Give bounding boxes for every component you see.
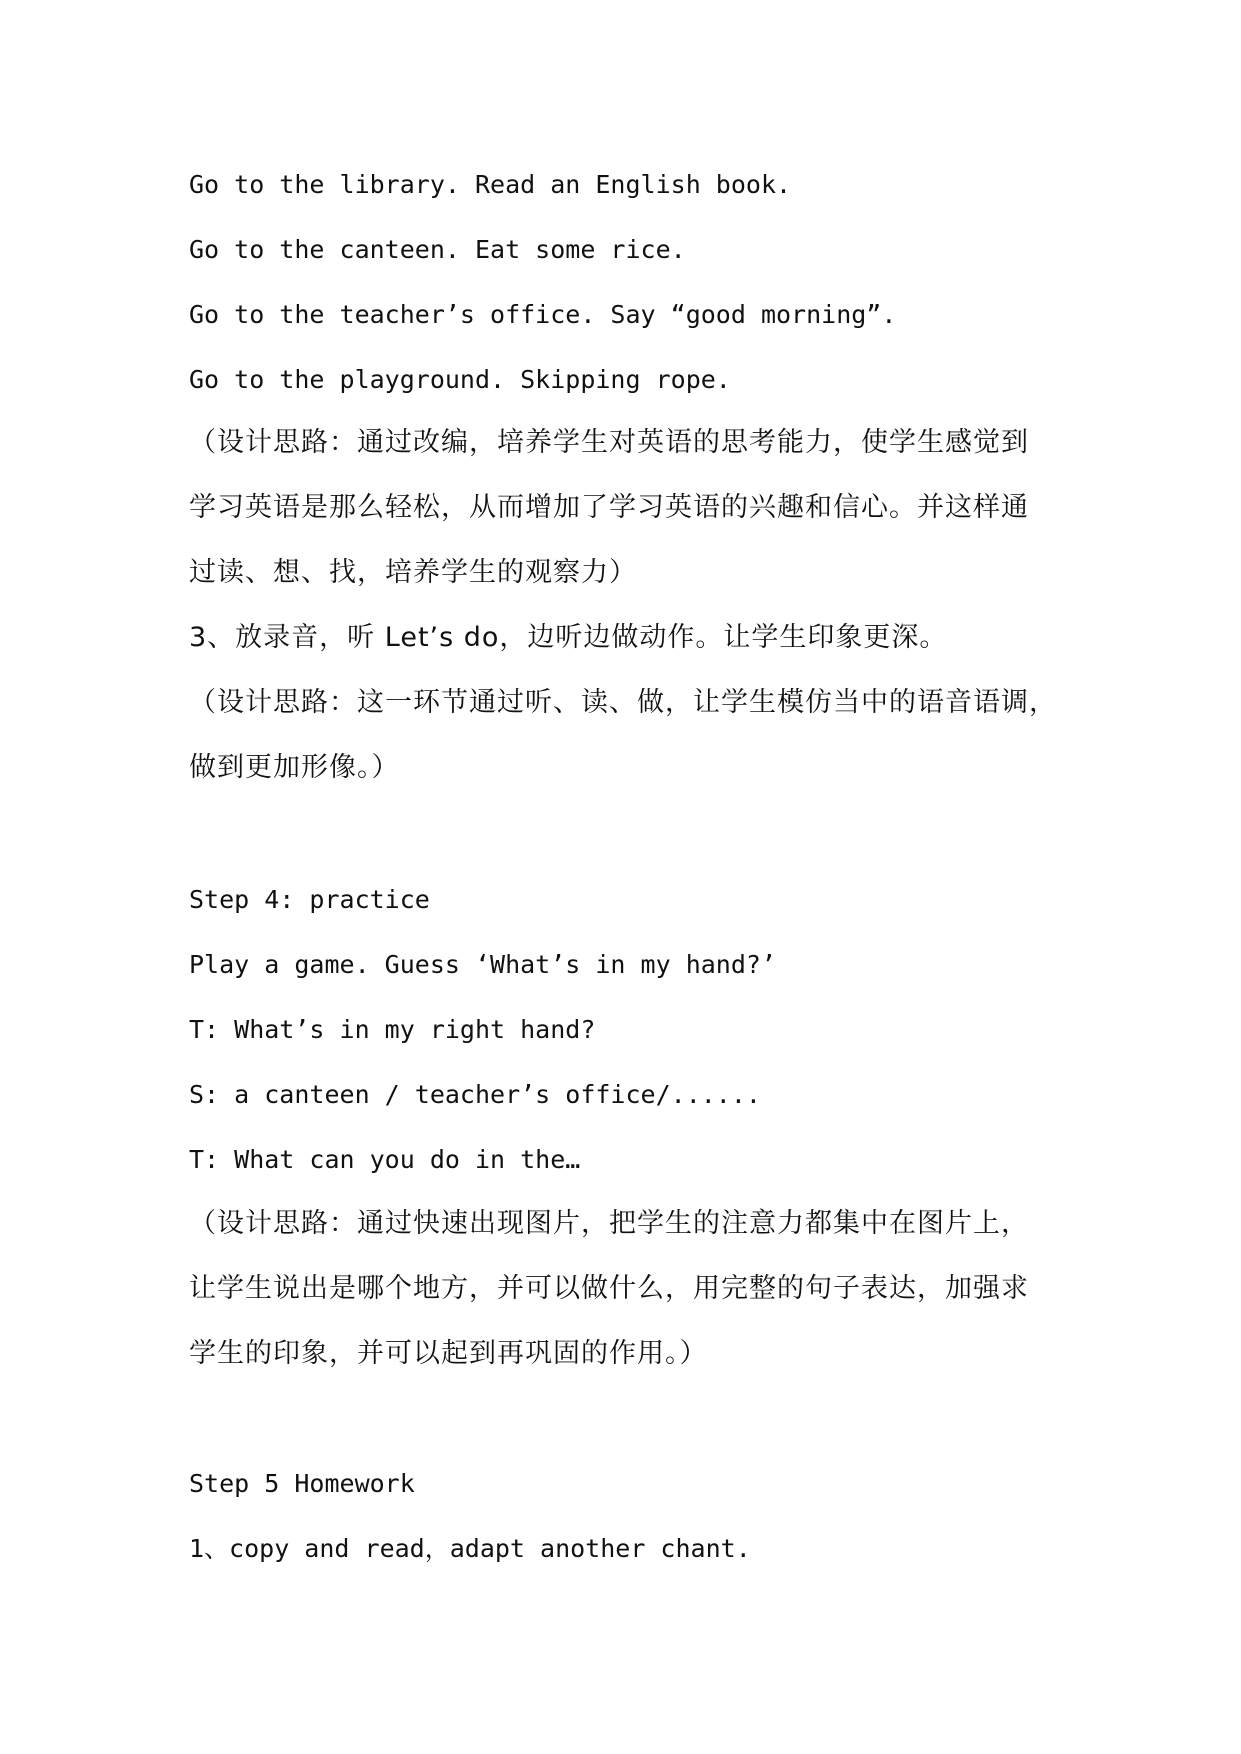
- dialogue-teacher-2: T: What can you do in the…: [189, 1145, 581, 1174]
- dialogue-student: S: a canteen / teacher’s office/......: [189, 1080, 761, 1109]
- step-5-heading: Step 5 Homework: [189, 1469, 415, 1498]
- chant-line-office: Go to the teacher’s office. Say “good morning”.: [189, 300, 897, 329]
- dialogue-teacher-1: T: What’s in my right hand?: [189, 1015, 596, 1044]
- step-4-heading: Step 4: practice: [189, 885, 430, 914]
- design-note-1-line-2: 学习英语是那么轻松，从而增加了学习英语的兴趣和信心。并这样通: [189, 492, 1029, 523]
- chant-line-library: Go to the library. Read an English book.: [189, 170, 792, 199]
- design-note-1-line-3: 过读、想、找，培养学生的观察力）: [189, 557, 637, 588]
- design-note-3-line-3: 学生的印象，并可以起到再巩固的作用。）: [189, 1338, 708, 1369]
- design-note-2-line-2: 做到更加形像。）: [189, 752, 400, 783]
- game-instruction: Play a game. Guess ‘What’s in my hand?’: [189, 950, 776, 979]
- homework-item-1: 1、copy and read，adapt another chant.: [189, 1534, 751, 1563]
- design-note-2-line-1: （设计思路：这一环节通过听、读、做，让学生模仿当中的语音语调，: [189, 687, 1057, 718]
- design-note-1-line-1: （设计思路：通过改编，培养学生对英语的思考能力，使学生感觉到: [189, 427, 1029, 458]
- chant-line-canteen: Go to the canteen. Eat some rice.: [189, 235, 686, 264]
- chant-line-playground: Go to the playground. Skipping rope.: [189, 365, 731, 394]
- design-note-3-line-2: 让学生说出是哪个地方，并可以做什么，用完整的句子表达，加强求: [189, 1273, 1029, 1304]
- design-note-3-line-1: （设计思路：通过快速出现图片，把学生的注意力都集中在图片上，: [189, 1208, 1029, 1239]
- step-3-item: 3、放录音，听 Let’s do，边听边做动作。让学生印象更深。: [189, 622, 948, 653]
